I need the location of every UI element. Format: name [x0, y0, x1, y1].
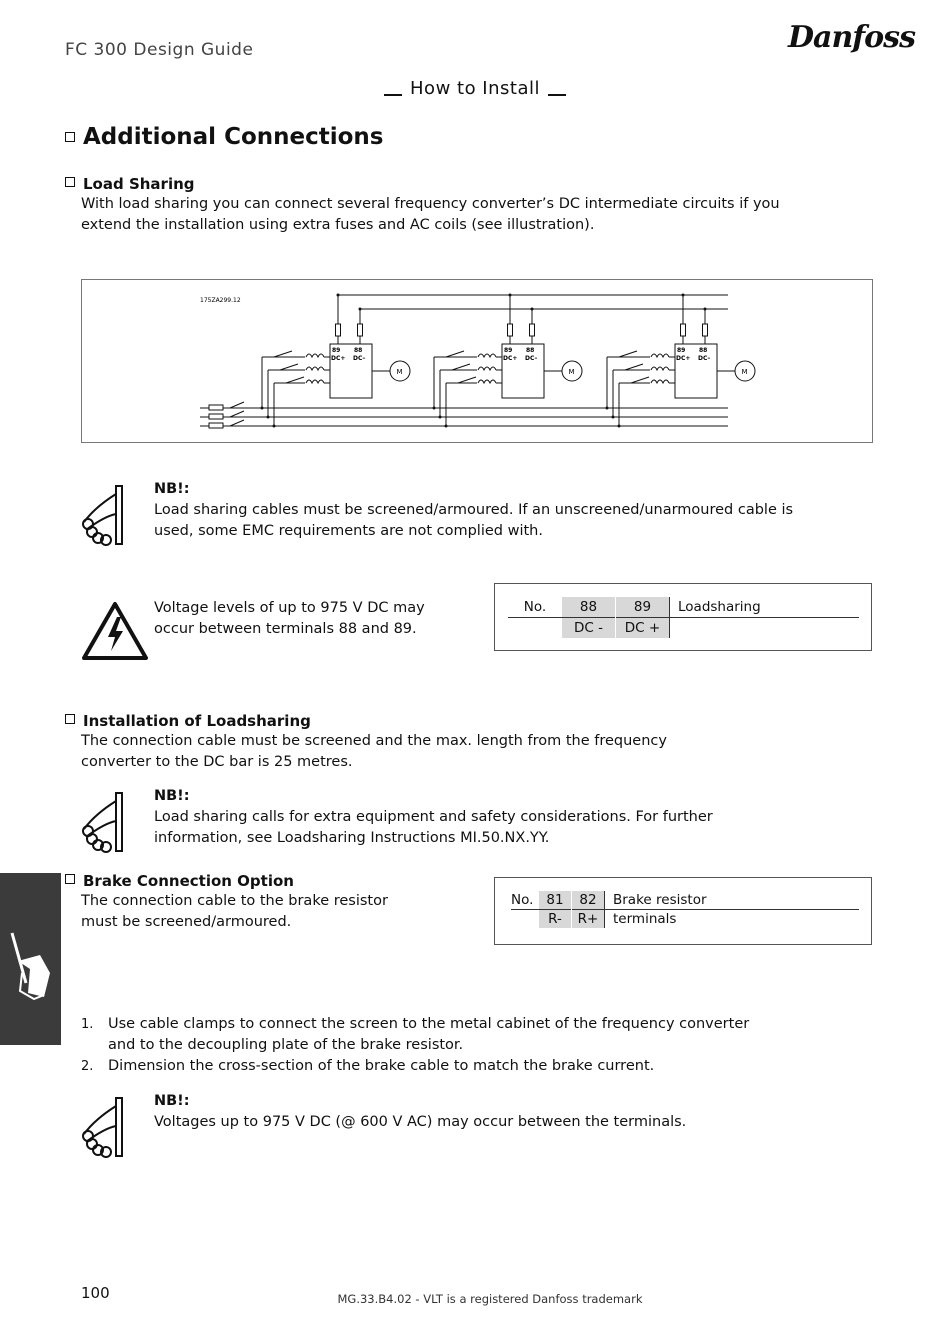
junction-dot [261, 407, 264, 410]
table-cell: 81 [539, 891, 572, 910]
page-number: 100 [81, 1284, 110, 1302]
note-2-text: Load sharing calls for extra equipment and safety considerations. For further information, see Loadsharing Instructions MI.50.NX.YY. [154, 809, 713, 846]
junction-dot [267, 416, 270, 419]
table-cell: DC - [562, 618, 616, 639]
step-text: Dimension the cross-section of the brake cable to match the brake current. [108, 1058, 655, 1074]
terminal-number: 88 [699, 347, 708, 354]
phase-switch [452, 364, 470, 370]
table-cell [511, 910, 539, 929]
table-cell: R- [539, 910, 572, 929]
step-number: 1. [81, 1017, 94, 1032]
side-tab [0, 873, 61, 1045]
brake-table [511, 891, 859, 928]
table-cell: R+ [572, 910, 605, 929]
ac-coil [651, 367, 669, 370]
table-cell: Brake resistor [605, 891, 860, 910]
load-sharing-diagram [81, 279, 873, 443]
drive-units [230, 294, 755, 428]
junction-dot [704, 308, 707, 311]
junction-dot [445, 425, 448, 428]
load-sharing-text: With load sharing you can connect several frequency converter’s DC intermediate circuits if you extend the installation using extra fuses and AC coils (see illustration). [81, 196, 780, 233]
phase-switch [625, 364, 643, 370]
terminal-label: DC+ [676, 355, 691, 362]
ac-coil [478, 380, 496, 383]
main-heading-text: Additional Connections [83, 124, 384, 150]
motor-label: M [568, 368, 575, 376]
step-text: Use cable clamps to connect the screen to the metal cabinet of the frequency converter and to the decoupling plate of the brake resistor. [108, 1016, 750, 1053]
table-cell: No. [523, 599, 547, 615]
ac-coil [651, 380, 669, 383]
dc-fuse [508, 324, 513, 336]
brake-heading [65, 872, 294, 890]
terminal-number: 89 [332, 347, 341, 354]
terminal-number: 89 [504, 347, 513, 354]
step-number: 2. [81, 1059, 94, 1074]
warning-text: Voltage levels of up to 975 V DC may occur between terminals 88 and 89. [154, 600, 425, 637]
junction-dot [433, 407, 436, 410]
note-3-title: NB!: [154, 1093, 190, 1109]
junction-dot [682, 294, 685, 297]
ac-coil [651, 354, 669, 357]
bullet-box-icon [65, 874, 75, 884]
dc-fuse [336, 324, 341, 336]
terminal-label: DC– [525, 355, 538, 362]
terminal-number: 88 [354, 347, 363, 354]
load-sharing-heading-text: Load Sharing [83, 175, 195, 193]
brake-text: The connection cable to the brake resistor must be screened/armoured. [81, 893, 388, 930]
table-cell: terminals [605, 910, 860, 929]
bullet-box-icon [65, 132, 75, 142]
note-icon-1 [80, 484, 124, 550]
table-row [511, 910, 859, 929]
junction-dot [273, 425, 276, 428]
table-cell [670, 618, 860, 639]
table-cell [508, 618, 562, 639]
footer-text: MG.33.B4.02 - VLT is a registered Danfoss trademark [337, 1292, 643, 1306]
note-icon-2 [80, 791, 124, 857]
junction-dot [531, 308, 534, 311]
loadsharing-table [508, 597, 859, 638]
table-cell: No. [511, 892, 534, 908]
note-1-title: NB!: [154, 481, 190, 497]
diagram-ref: 175ZA299.12 [200, 297, 241, 304]
terminal-label: DC+ [503, 355, 518, 362]
terminal-label: DC– [698, 355, 711, 362]
table-row [508, 618, 859, 639]
phase-switch [286, 377, 304, 383]
list-item [81, 1014, 781, 1056]
mains-switch [230, 402, 244, 408]
wiring-diagram-svg [82, 280, 872, 442]
mains-switch [230, 411, 244, 417]
junction-dot [359, 308, 362, 311]
table-cell: 89 [616, 597, 670, 618]
motor-label: M [741, 368, 748, 376]
section-title [0, 78, 950, 99]
ac-coil [478, 367, 496, 370]
brake-table-box [494, 877, 872, 945]
terminal-label: DC+ [331, 355, 346, 362]
junction-dot [439, 416, 442, 419]
bullet-box-icon [65, 177, 75, 187]
table-cell: DC + [616, 618, 670, 639]
steps-list [81, 1014, 781, 1077]
high-voltage-warning-icon [81, 601, 149, 661]
warning-icon-wrap [81, 601, 149, 665]
install-loadsharing-heading [65, 712, 311, 730]
brake-heading-text: Brake Connection Option [83, 872, 294, 890]
brand-logo: Danfoss [788, 20, 915, 55]
dc-fuse [358, 324, 363, 336]
main-heading [65, 124, 383, 150]
phase-switch [280, 364, 298, 370]
table-cell: 88 [562, 597, 616, 618]
ac-coil [306, 367, 324, 370]
terminal-number: 89 [677, 347, 686, 354]
junction-dot [509, 294, 512, 297]
ac-coil [306, 354, 324, 357]
phase-switch [446, 351, 464, 357]
mains-fuse-2 [209, 414, 223, 419]
phase-switch [631, 377, 649, 383]
note-1-text: Load sharing cables must be screened/armoured. If an unscreened/unarmoured cable is used, some EMC requirements are not complied with. [154, 502, 794, 539]
phase-switch [274, 351, 292, 357]
hand-pointing-icon [80, 1096, 124, 1158]
load-sharing-heading [65, 175, 195, 193]
junction-dot [618, 425, 621, 428]
dc-fuse [530, 324, 535, 336]
motor-label: M [396, 368, 403, 376]
phase-switch [619, 351, 637, 357]
screwdriver-hand-icon [0, 873, 61, 1045]
table-row [511, 891, 859, 910]
install-loadsharing-heading-text: Installation of Loadsharing [83, 712, 311, 730]
junction-dot [337, 294, 340, 297]
hand-pointing-icon [80, 791, 124, 853]
terminal-number: 88 [526, 347, 535, 354]
mains-fuse-1 [209, 405, 223, 410]
table-row [508, 597, 859, 618]
dc-fuse [681, 324, 686, 336]
mains-fuse-3 [209, 423, 223, 428]
terminal-label: DC– [353, 355, 366, 362]
hand-pointing-icon [80, 484, 124, 546]
section-title-text: How to Install [410, 78, 540, 99]
note-2-title: NB!: [154, 788, 190, 804]
dash-right [548, 94, 566, 96]
dc-fuse [703, 324, 708, 336]
list-item [81, 1056, 781, 1077]
dash-left [384, 94, 402, 96]
bullet-box-icon [65, 714, 75, 724]
mains-switch [230, 420, 244, 426]
note-3-text: Voltages up to 975 V DC (@ 600 V AC) may occur between the terminals. [154, 1114, 687, 1130]
install-loadsharing-text: The connection cable must be screened and the max. length from the frequency converter to the DC bar is 25 metres. [81, 733, 667, 770]
table-cell: Loadsharing [670, 597, 860, 618]
doc-title: FC 300 Design Guide [65, 40, 254, 60]
junction-dot [612, 416, 615, 419]
phase-switch [458, 377, 476, 383]
ac-coil [306, 380, 324, 383]
ac-coil [478, 354, 496, 357]
table-cell: 82 [572, 891, 605, 910]
note-icon-3 [80, 1096, 124, 1162]
loadsharing-table-box [494, 583, 872, 651]
junction-dot [606, 407, 609, 410]
